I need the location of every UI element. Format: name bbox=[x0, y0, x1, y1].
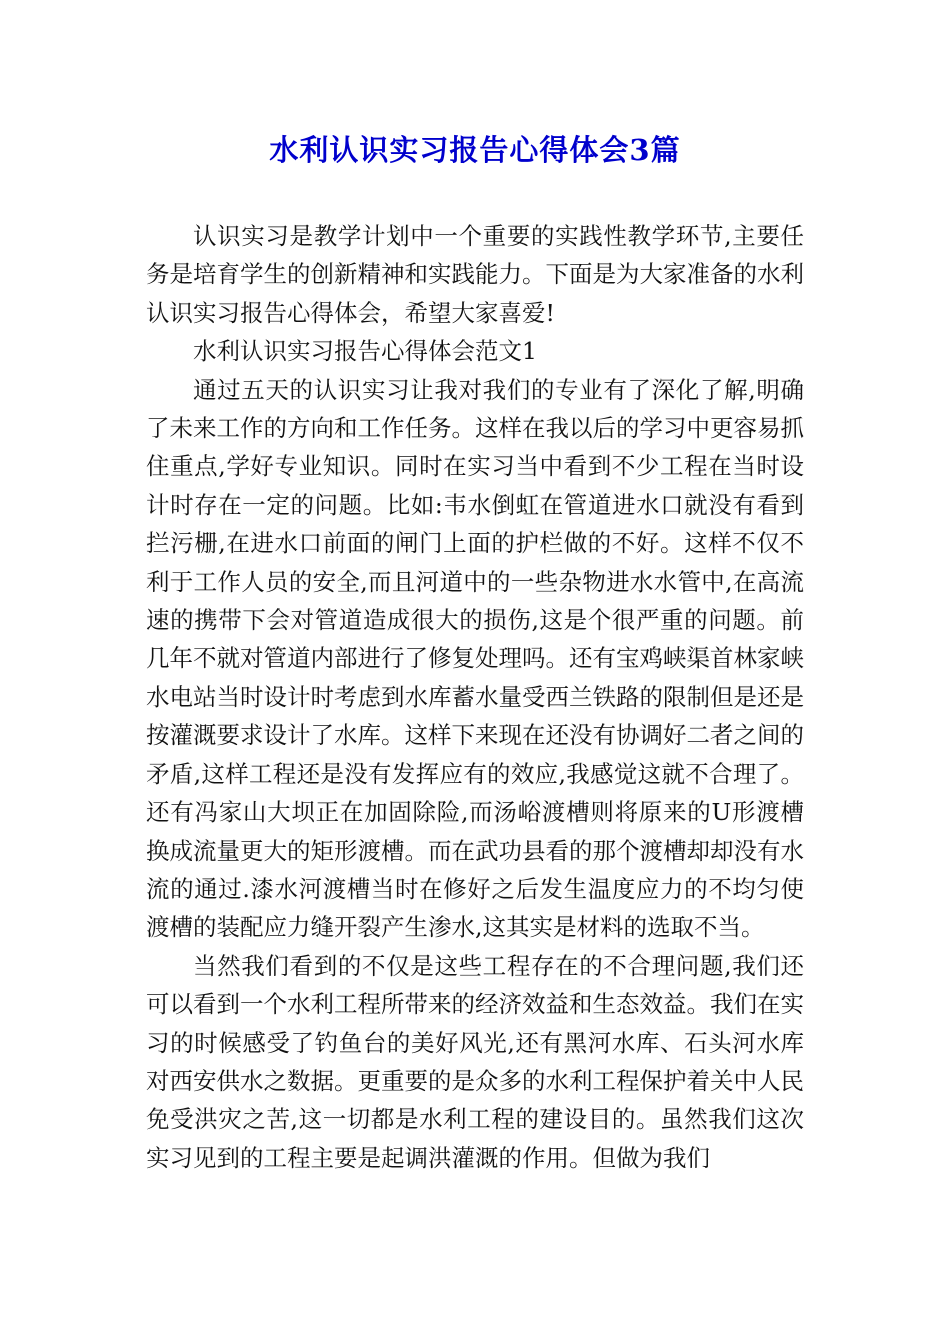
paragraph-body-2: 当然我们看到的不仅是这些工程存在的不合理问题,我们还可以看到一个水利工程所带来的经济效益和生态效益。我们在实习的时候感受了钓鱼台的美好风光,还有黑河水库、石头河水库对西安供水之数据。更重要的是众多的水利工程保护着关中人民免受洪灾之苦,这一切都是水利工程的建设目的。虽然我们这次实习见到的工程主要是起调洪灌溉的作用。但做为我们 bbox=[146, 951, 804, 1172]
paragraph-intro: 认识实习是教学计划中一个重要的实践性教学环节,主要任务是培育学生的创新精神和实践能力。下面是为大家准备的水利认识实习报告心得体会，希望大家喜爱! bbox=[146, 222, 804, 327]
document-body bbox=[146, 217, 804, 1177]
paragraph-body-1: 通过五天的认识实习让我对我们的专业有了深化了解,明确了未来工作的方向和工作任务。这样在我以后的学习中更容易抓住重点,学好专业知识。同时在实习当中看到不少工程在当时设计时存在一定的问题。比如:韦水倒虹在管道进水口就没有看到拦污栅,在进水口前面的闸门上面的护栏做的不好。这样不仅不利于工作人员的安全,而且河道中的一些杂物进水水管中,在高流速的携带下会对管道造成很大的损伤,这是个很严重的问题。前几年不就对管道内部进行了修复处理吗。还有宝鸡峡渠首林家峡水电站当时设计时考虑到水库蓄水量受西兰铁路的限制但是还是按灌溉要求设计了水库。这样下来现在还没有协调好二者之间的矛盾,这样工程还是没有发挥应有的效应,我感觉这就不合理了。还有冯家山大坝正在加固除险,而汤峪渡槽则将原来的U形渡槽换成流量更大的矩形渡槽。而在武功县看的那个渡槽却却没有水流的通过.漆水河渡槽当时在修好之后发生温度应力的不均匀使渡槽的装配应力缝开裂产生渗水,这其实是材料的选取不当。 bbox=[146, 375, 804, 942]
section-heading: 水利认识实习报告心得体会范文1 bbox=[193, 337, 537, 366]
document-title: 水利认识实习报告心得体会3篇 bbox=[269, 133, 681, 167]
